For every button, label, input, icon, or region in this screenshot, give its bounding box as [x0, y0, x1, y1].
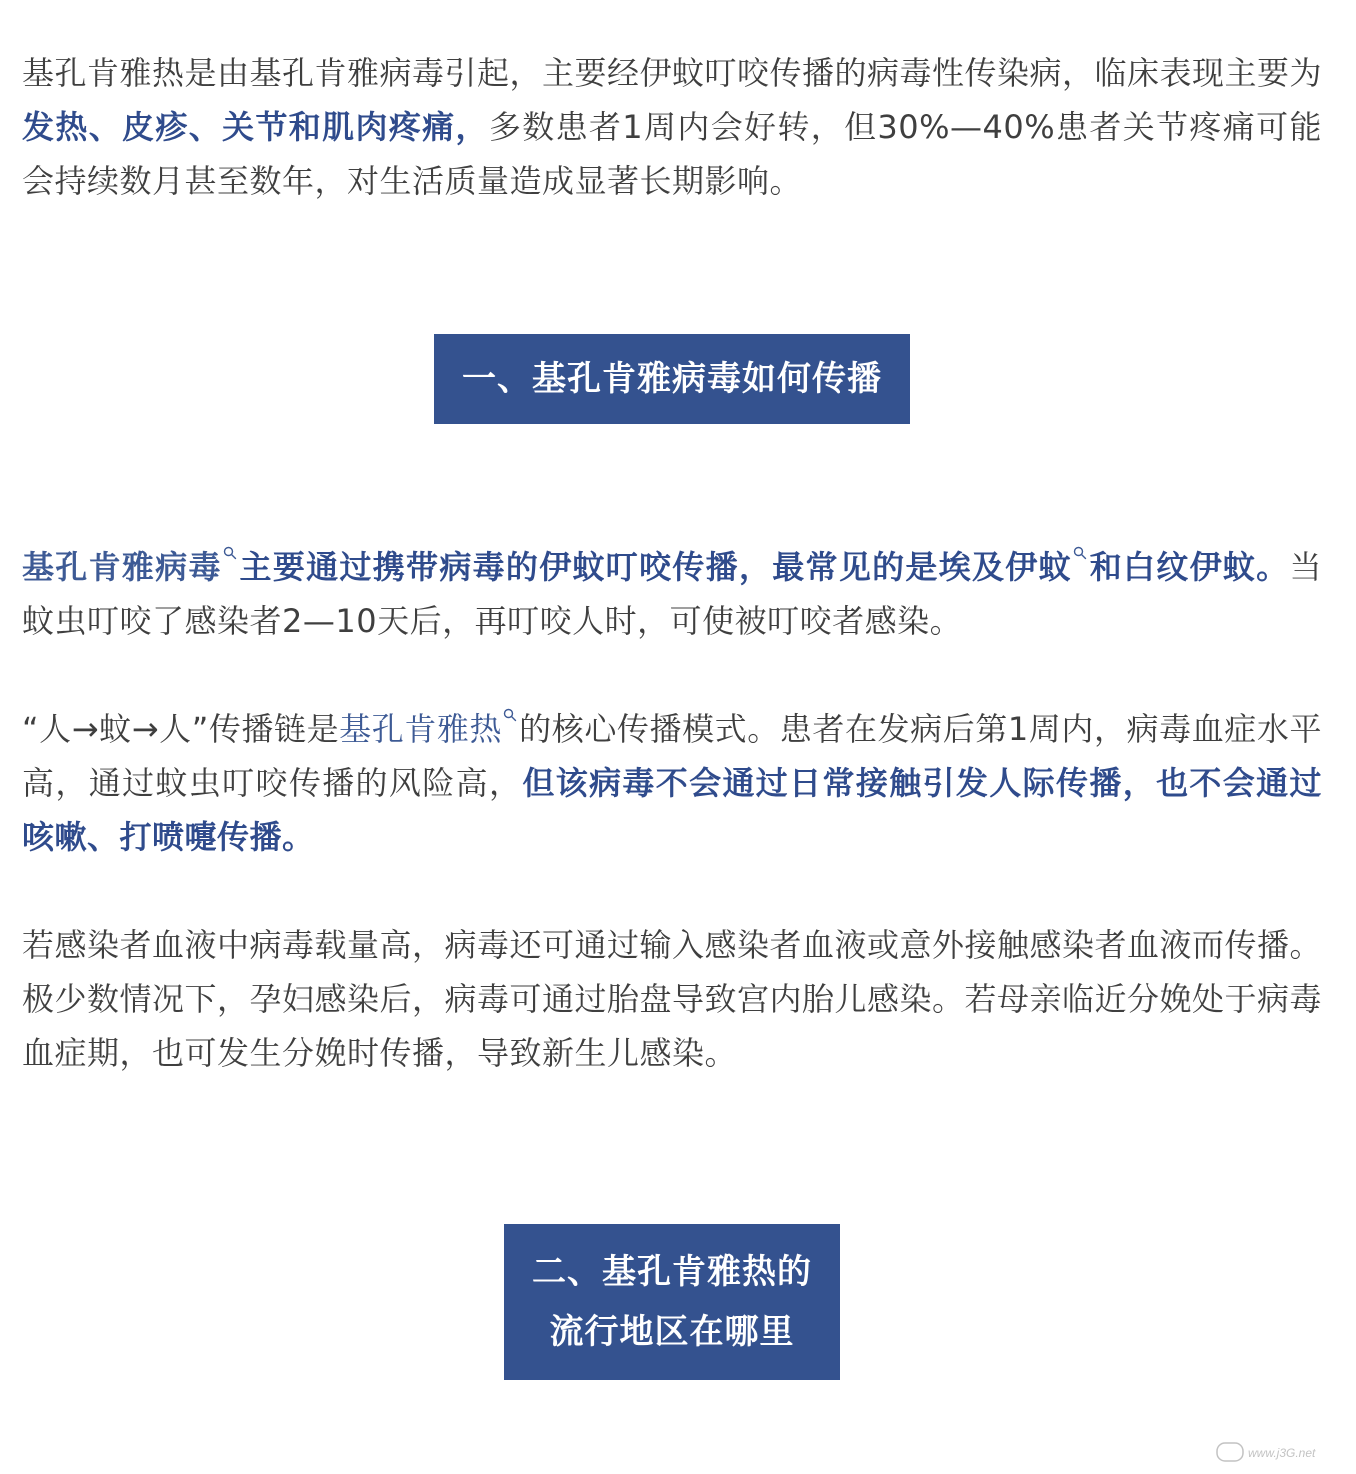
article-body: [22, 46, 1322, 1380]
watermark-logo: [1216, 1440, 1342, 1464]
section-1-heading: 一、基孔肯雅病毒如何传播: [434, 334, 910, 424]
blood-text-1: 若感染者血液中病毒载量高，病毒还可通过输入感染者血液或意外接触感染者血液而传播。极少数情况下，孕妇感染后，病毒可通过胎盘导致宫内胎儿感染。若母亲临近分娩处于病毒血症期，也可发生分娩时传播，导致新生儿感染。: [22, 926, 1323, 1072]
transmission-bold-text-2: 和白纹伊蚊。: [1088, 548, 1290, 586]
chikungunya-virus-link[interactable]: 基孔肯雅病毒: [22, 548, 222, 586]
section-2-heading-line-1: 二、基孔肯雅热的: [532, 1252, 812, 1292]
watermark-text: www.j3G.net: [1248, 1446, 1316, 1460]
intro-highlight-symptoms: 发热、皮疹、关节和肌肉疼痛，: [22, 108, 489, 146]
transmission-paragraph: [22, 540, 1322, 648]
search-icon[interactable]: [222, 540, 237, 568]
intro-paragraph: [22, 46, 1322, 208]
transmission-chain-paragraph: [22, 702, 1322, 864]
search-icon[interactable]: [502, 702, 517, 730]
transmission-bold-text-1: 主要通过携带病毒的伊蚊叮咬传播，最常见的是埃及伊蚊: [238, 548, 1072, 586]
section-1-heading-wrap: [22, 334, 1322, 424]
chain-text-1: “人→蚊→人”传播链是: [22, 710, 340, 748]
section-2-heading-line-2: 流行地区在哪里: [549, 1312, 795, 1352]
chain-text-2: 的核心传播模式。患者在发病后第1周内，病毒血症水平高，通过蚊虫叮咬传播的风险高，: [22, 710, 1322, 802]
section-2-heading-wrap: [22, 1224, 1322, 1380]
intro-text-1: 基孔肯雅热是由基孔肯雅病毒引起，主要经伊蚊叮咬传播的病毒性传染病，临床表现主要为: [22, 54, 1323, 92]
blood-transmission-paragraph: [22, 918, 1322, 1080]
chikungunya-fever-link[interactable]: 基孔肯雅热: [339, 710, 503, 748]
chain-bold-text: 但该病毒不会通过日常接触引发人际传播，也不会通过咳嗽、打喷嚏传播。: [22, 764, 1322, 856]
search-icon[interactable]: [1072, 540, 1087, 568]
transmission-text-1: 当蚊虫叮咬了感染者2—10天后，再叮咬人时，可使被叮咬者感染。: [22, 548, 1322, 640]
section-2-heading: [504, 1224, 840, 1380]
intro-text-2: 多数患者1周内会好转，但30%—40%患者关节疼痛可能会持续数月甚至数年，对生活质量造成显著长期影响。: [22, 108, 1322, 200]
